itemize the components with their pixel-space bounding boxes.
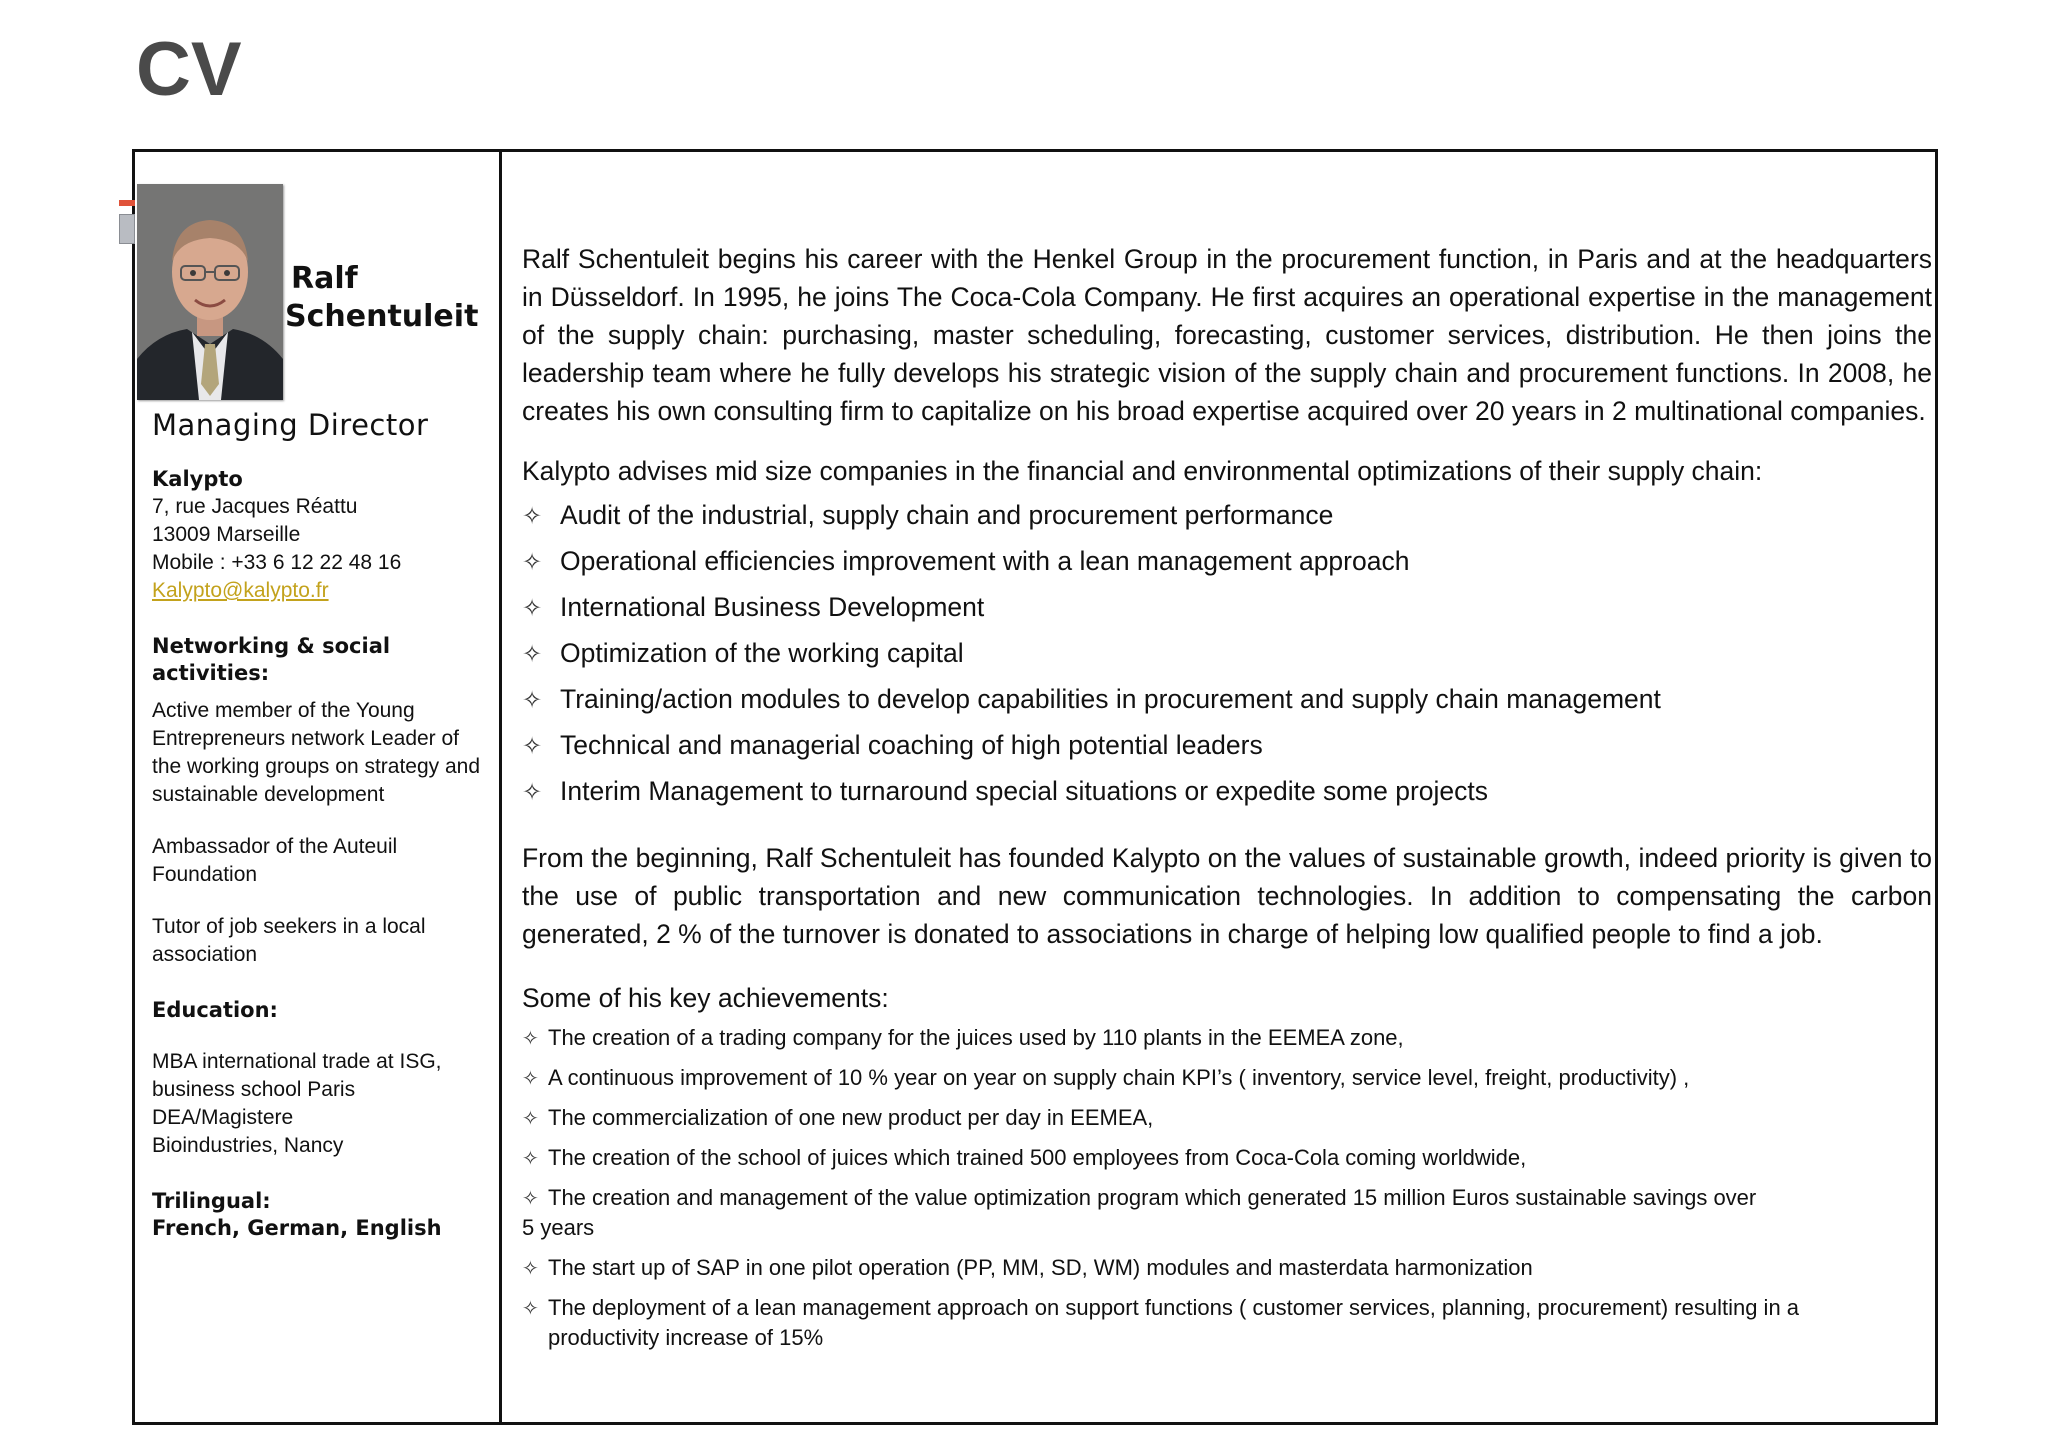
profile-photo	[137, 184, 283, 400]
four-pointed-star-icon: ✧	[522, 1186, 539, 1210]
education-item: Bioindustries, Nancy	[152, 1134, 344, 1157]
company-name: Kalypto	[152, 467, 243, 491]
list-item: ✧ The creation of a trading company for the juices used by 110 plants in the EEMEA zone,	[522, 1023, 1932, 1053]
four-pointed-star-icon: ✧	[522, 732, 543, 760]
list-item: ✧ A continuous improvement of 10 % year on year on supply chain KPI’s ( inventory, service level, freight, productivity) ,	[522, 1063, 1932, 1093]
four-pointed-star-icon: ✧	[522, 778, 543, 806]
four-pointed-star-icon: ✧	[522, 1256, 539, 1280]
list-item: ✧ Technical and managerial coaching of high potential leaders	[522, 726, 1932, 765]
mobile-number: Mobile : +33 6 12 22 48 16	[152, 551, 402, 574]
achievements-list	[522, 1023, 1932, 1353]
networking-item: Active member of the Young Entrepreneurs network Leader of the working groups on strategy and sustainable development	[152, 699, 481, 806]
list-item: ✧ The commercialization of one new product per day in EEMEA,	[522, 1103, 1932, 1133]
languages-value: French, German, English	[152, 1216, 442, 1240]
profile-name	[285, 260, 478, 336]
main-content	[502, 152, 1935, 1422]
cv-frame	[132, 149, 1938, 1425]
values-paragraph: From the beginning, Ralf Schentuleit has founded Kalypto on the values of sustainable growth, indeed priority is given to the use of public transportation and new communication technologies. In addition to compensating the carbon generated, 2 % of the turnover is donated to associations in charge of helping low qualified people to find a job.	[522, 843, 1932, 949]
services-list	[522, 496, 1932, 811]
list-item: ✧ The deployment of a lean management approach on support functions ( customer services, planning, procurement) resulting in a	[522, 1293, 1932, 1323]
first-name: Ralf	[291, 261, 358, 296]
list-item: ✧ The start up of SAP in one pilot operation (PP, MM, SD, WM) modules and masterdata harmonization	[522, 1253, 1932, 1283]
education-item: DEA/Magistere	[152, 1106, 294, 1129]
list-item: ✧ The creation and management of the value optimization program which generated 15 million Euros sustainable savings over	[522, 1183, 1932, 1213]
list-item: ✧ Operational efficiencies improvement with a lean management approach	[522, 542, 1932, 581]
four-pointed-star-icon: ✧	[522, 1146, 539, 1170]
four-pointed-star-icon: ✧	[522, 594, 543, 622]
networking-title: Networking & social activities:	[152, 634, 391, 685]
address-line1: 7, rue Jacques Réattu	[152, 495, 358, 518]
four-pointed-star-icon: ✧	[522, 1296, 539, 1320]
accent-bar	[119, 200, 135, 206]
role-title: Managing Director	[152, 408, 429, 442]
list-item: ✧ Audit of the industrial, supply chain and procurement performance	[522, 496, 1932, 535]
networking-item: Tutor of job seekers in a local association	[152, 915, 426, 966]
email-link[interactable]: Kalypto@kalypto.fr	[152, 579, 329, 602]
services-intro: Kalypto advises mid size companies in the financial and environmental optimizations of their supply chain:	[522, 456, 1763, 486]
list-item: ✧ Interim Management to turnaround special situations or expedite some projects	[522, 772, 1932, 811]
four-pointed-star-icon: ✧	[522, 548, 543, 576]
four-pointed-star-icon: ✧	[522, 1026, 539, 1050]
bio-intro: Ralf Schentuleit begins his career with the Henkel Group in the procurement function, in Paris and at the headquarters in Düsseldorf. In 1995, he joins The Coca-Cola Company. He first acquires an operational expertise in the management of the supply chain: purchasing, master scheduling, forecasting, customer services, distribution. He then joins the leadership team where he fully develops his strategic vision of the supply chain and procurement functions. In 2008, he creates his own consulting firm to capitalize on his broad expertise acquired over 20 years in 2 multinational companies.	[522, 244, 1932, 426]
sidebar-content	[152, 406, 492, 1242]
four-pointed-star-icon: ✧	[522, 502, 543, 530]
list-item-continuation: productivity increase of 15%	[548, 1325, 824, 1350]
list-item-continuation: 5 years	[522, 1215, 595, 1240]
list-item: ✧ International Business Development	[522, 588, 1932, 627]
four-pointed-star-icon: ✧	[522, 1066, 539, 1090]
four-pointed-star-icon: ✧	[522, 640, 543, 668]
last-name: Schentuleit	[285, 299, 479, 334]
portrait-illustration	[137, 184, 283, 400]
list-item: ✧ The creation of the school of juices which trained 500 employees from Coca-Cola coming worldwide,	[522, 1143, 1932, 1173]
education-item: MBA international trade at ISG, business school Paris	[152, 1050, 442, 1101]
networking-item: Ambassador of the Auteuil Foundation	[152, 835, 398, 886]
languages-title: Trilingual:	[152, 1189, 271, 1213]
four-pointed-star-icon: ✧	[522, 686, 543, 714]
sidebar	[135, 152, 502, 1422]
page-title: CV	[136, 27, 242, 112]
achievements-title: Some of his key achievements:	[522, 983, 889, 1013]
address-line2: 13009 Marseille	[152, 523, 301, 546]
accent-box	[119, 214, 135, 244]
education-title: Education:	[152, 998, 278, 1022]
list-item: ✧ Training/action modules to develop capabilities in procurement and supply chain management	[522, 680, 1932, 719]
four-pointed-star-icon: ✧	[522, 1106, 539, 1130]
list-item: ✧ Optimization of the working capital	[522, 634, 1932, 673]
